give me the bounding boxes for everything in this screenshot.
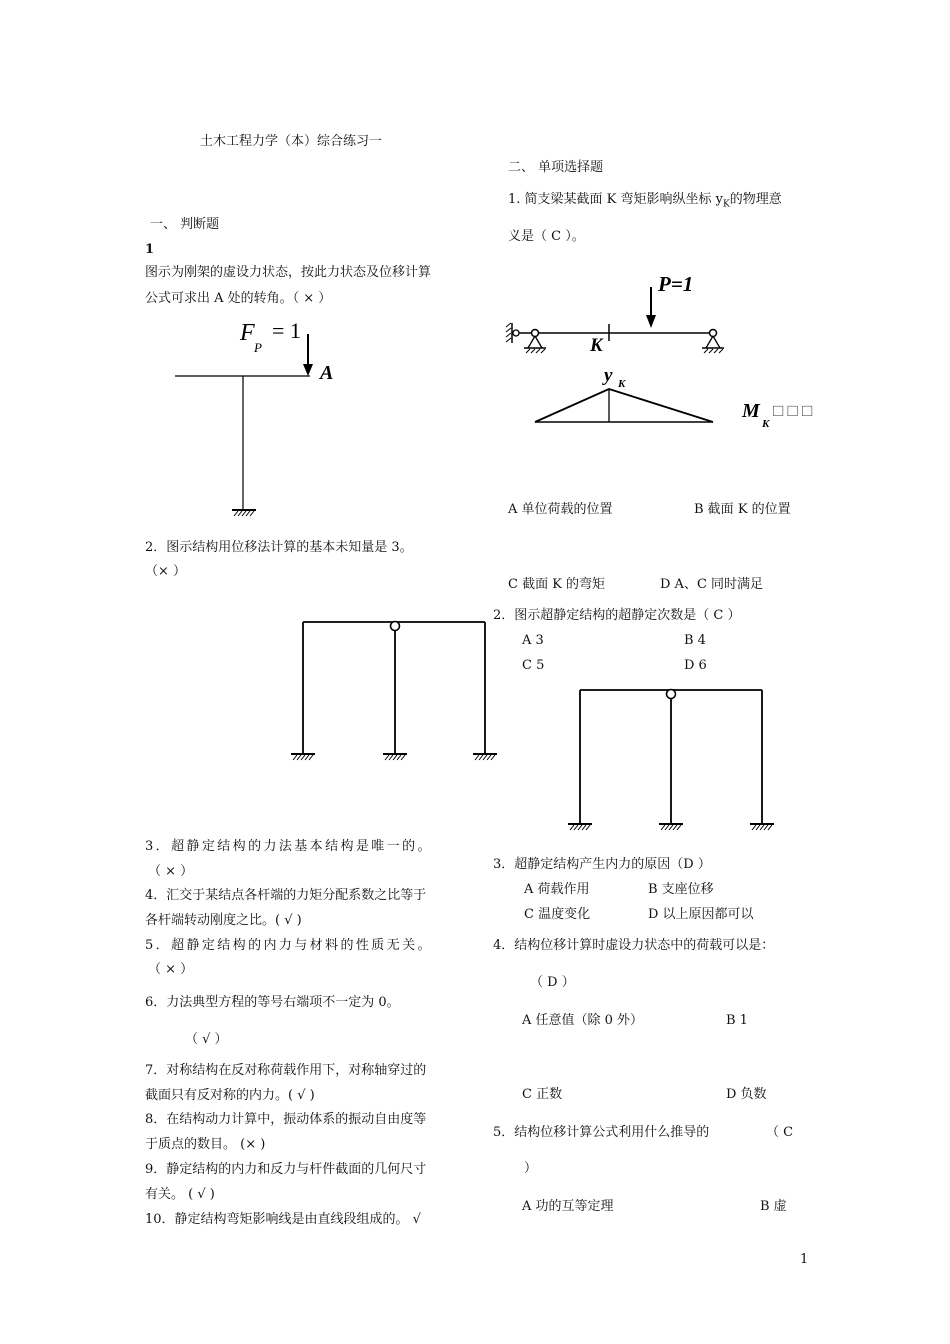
question-4-line-2: 各杆端转动刚度之比。( √ ) — [145, 913, 302, 928]
mc-question-1-line-2: 义是（ C ）。 — [508, 229, 585, 244]
mc-q1-option-b: B 截面 K 的位置 — [694, 502, 791, 517]
yk-subscript: K — [618, 378, 626, 390]
mc-q3-option-c: C 温度变化 — [524, 907, 591, 922]
mc-q4-option-c: C 正数 — [522, 1087, 563, 1102]
mc-q4-option-b: B 1 — [726, 1013, 748, 1028]
unit-load-arrow-head — [303, 364, 313, 376]
question-7-line-2: 截面只有反对称的内力。( √ ) — [145, 1088, 315, 1103]
mc-q1-subscript: K — [723, 199, 730, 210]
mc-q3-option-a: A 荷载作用 — [524, 882, 590, 897]
fp-label: F — [240, 320, 255, 346]
mc-q3-option-d: D 以上原因都可以 — [648, 907, 754, 922]
mk-subscript: K — [762, 418, 770, 430]
section-true-false-heading: 一、 判断题 — [150, 217, 220, 232]
mk-label: M — [742, 400, 760, 422]
figure-indeterminate-frame — [562, 680, 782, 840]
mc-question-4: 4．结构位移计算时虚设力状态中的荷载可以是： — [493, 938, 775, 953]
question-9-line-1: 9．静定结构的内力和反力与杆件截面的几何尺寸 — [145, 1162, 427, 1177]
page-number: 1 — [800, 1252, 809, 1267]
question-1-line-2: 公式可求出 A 处的转角。（ × ） — [145, 291, 332, 306]
mc-question-5-line-2: ） — [524, 1161, 538, 1176]
mc-q2-option-a: A 3 — [522, 633, 544, 648]
fixed-support-hatch — [234, 511, 254, 516]
question-1-number: 1 — [145, 242, 155, 257]
mc-q5-option-a: A 功的互等定理 — [522, 1199, 614, 1214]
fp-subscript: P — [254, 340, 262, 355]
hinge-icon — [391, 622, 400, 631]
question-1-line-1: 图示为刚架的虚设力状态，按此力状态及位移计算 — [145, 265, 432, 280]
mc-q1-option-c: C 截面 K 的弯矩 — [508, 577, 606, 592]
mc-q2-option-b: B 4 — [684, 633, 706, 648]
influence-line-outline — [535, 389, 713, 422]
mc-question-1-line-1 — [508, 193, 782, 210]
question-5-line-2: （ × ） — [148, 962, 194, 977]
mc-q5-option-b: B 虚 — [760, 1199, 787, 1214]
fixed-supports — [568, 824, 774, 830]
mc-q4-option-a: A 任意值（除 0 外） — [522, 1013, 644, 1028]
unit-load-arrow-head — [646, 315, 656, 328]
mc-question-5-line-1: 5．结构位移计算公式利用什么推导的 — [493, 1125, 710, 1140]
mc-q1-option-d: D A、C 同时满足 — [660, 577, 764, 592]
mc-q4-option-d: D 负数 — [726, 1087, 767, 1102]
question-8-line-1: 8．在结构动力计算中，振动体系的振动自由度等 — [145, 1112, 427, 1127]
question-2-line-2: （× ） — [145, 564, 187, 579]
mc-q2-option-d: D 6 — [684, 658, 707, 673]
mc-q1-text-b: 的物理意 — [729, 192, 782, 207]
question-4-line-1: 4．汇交于某结点各杆端的力矩分配系数之比等于 — [145, 888, 427, 903]
figure-virtual-force-frame — [170, 312, 370, 522]
question-8-line-2: 于质点的数目。 (× ) — [145, 1137, 266, 1152]
hinge-icon — [667, 690, 676, 699]
question-3-line-1: 3．超静定结构的力法基本结构是唯一的。 — [145, 839, 433, 854]
mk-placeholder-glyphs: □ □ □ — [773, 401, 813, 420]
question-10: 10．静定结构弯矩影响线是由直线段组成的。 √ — [145, 1212, 421, 1227]
mc-q4-answer: （ D ） — [530, 975, 575, 990]
left-hinge-support — [506, 323, 546, 353]
point-a-label: A — [320, 362, 334, 384]
mc-q1-option-a: A 单位荷载的位置 — [508, 502, 613, 517]
section-multiple-choice-heading: 二、 单项选择题 — [508, 160, 604, 175]
question-7-line-1: 7．对称结构在反对称荷载作用下，对称轴穿过的 — [145, 1063, 427, 1078]
mc-question-2: 2．图示超静定结构的超静定次数是（ C ） — [493, 608, 741, 623]
document-title: 土木工程力学（本）综合练习一 — [200, 134, 383, 149]
question-6-line-2: （ √ ） — [185, 1032, 228, 1047]
question-9-line-2: 有关。 ( √ ) — [145, 1187, 215, 1202]
mc-q3-option-b: B 支座位移 — [648, 882, 714, 897]
mc-q1-text-a: 1. 简支梁某截面 K 弯矩影响纵坐标 y — [508, 192, 723, 207]
figure-displacement-method-frame — [285, 612, 505, 772]
unit-load-label: P=1 — [658, 272, 694, 296]
yk-label: y — [604, 365, 613, 386]
question-5-line-1: 5．超静定结构的内力与材料的性质无关。 — [145, 938, 433, 953]
mc-q2-option-c: C 5 — [522, 658, 545, 673]
question-6-line-1: 6．力法典型方程的等号右端项不一定为 0。 — [145, 995, 400, 1010]
fixed-supports — [291, 754, 497, 760]
figure-influence-line — [500, 265, 840, 435]
mc-q5-answer: （ C — [766, 1125, 794, 1140]
section-k-label: K — [590, 335, 603, 356]
fp-value: = 1 — [272, 318, 301, 343]
question-3-line-2: （ × ） — [148, 864, 194, 879]
mc-question-3: 3．超静定结构产生内力的原因（D ） — [493, 857, 711, 872]
question-2-line-1: 2．图示结构用位移法计算的基本未知量是 3。 — [145, 540, 413, 555]
